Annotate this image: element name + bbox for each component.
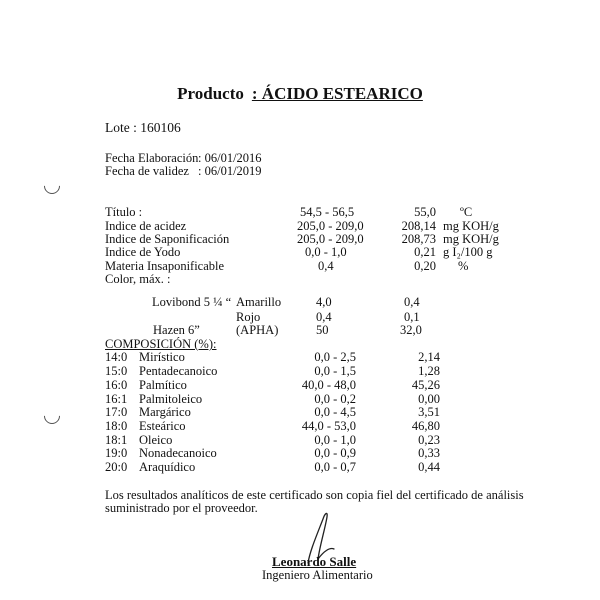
apha-value: 32,0: [400, 323, 422, 337]
fatty-acid-name: Nonadecanoico: [139, 446, 217, 460]
lovibond-label: Lovibond 5 ¼ “: [152, 295, 232, 309]
fatty-acid-value: 3,51: [418, 405, 440, 419]
amarillo-label: Amarillo: [236, 295, 282, 309]
fatty-acid-range: 0,0 - 4,5: [314, 405, 356, 419]
property-name: Indice de Saponificación: [105, 232, 230, 246]
fecha-validez-label: Fecha de validez: [105, 164, 189, 178]
property-name: Materia Insaponificable: [105, 259, 225, 273]
fatty-acid-value: 0,33: [418, 446, 440, 460]
fatty-acid-name: Araquídico: [139, 460, 196, 474]
fatty-acid-code: 19:0: [105, 446, 128, 460]
property-range: 0,0 - 1,0: [305, 245, 347, 259]
fatty-acid-range: 40,0 - 48,0: [301, 378, 356, 392]
fatty-acid-name: Mirístico: [139, 350, 185, 364]
product-label: Producto: [177, 84, 244, 103]
property-value: 55,0: [414, 205, 436, 219]
fatty-acid-range: 0,0 - 0,7: [314, 460, 356, 474]
rojo-value: 0,1: [404, 310, 420, 324]
property-unit: %: [458, 259, 469, 273]
fatty-acid-range: 0,0 - 2,5: [314, 350, 356, 364]
fatty-acid-code: 18:1: [105, 433, 128, 447]
fatty-acid-value: 0,44: [418, 460, 440, 474]
lote-number: Lote : 160106: [105, 120, 181, 135]
property-name: Indice de acidez: [105, 219, 187, 233]
signer-name: Leonardo Salle: [272, 554, 357, 569]
property-name: Indice de Yodo: [105, 245, 181, 259]
fatty-acid-name: Oleico: [139, 433, 173, 447]
punch-hole-mark: [41, 175, 64, 198]
rojo-label: Rojo: [236, 310, 261, 324]
property-name: Color, máx. :: [105, 272, 171, 286]
fatty-acid-name: Esteárico: [139, 419, 186, 433]
fatty-acid-value: 2,14: [418, 350, 440, 364]
fatty-acid-range: 0,0 - 0,2: [314, 392, 356, 406]
fatty-acid-value: 0,23: [418, 433, 440, 447]
property-range: 205,0 - 209,0: [297, 232, 364, 246]
property-unit: mg KOH/g: [443, 219, 499, 233]
certificate-note-line: Los resultados analíticos de este certificado son copia fiel del certificado de análisis: [105, 488, 524, 502]
certificate-note-line: suministrado por el proveedor.: [105, 501, 258, 515]
fatty-acid-value: 1,28: [418, 364, 440, 378]
fecha-validez-value: : 06/01/2019: [198, 164, 262, 178]
apha-spec: 50: [316, 323, 329, 337]
fatty-acid-name: Palmitoleico: [139, 392, 203, 406]
property-range: 205,0 - 209,0: [297, 219, 364, 233]
signer-title: Ingeniero Alimentario: [262, 568, 373, 582]
property-value: 208,73: [401, 232, 436, 246]
property-name: Título :: [105, 205, 143, 219]
page-title: [0, 84, 600, 104]
property-unit: mg KOH/g: [443, 232, 499, 246]
fatty-acid-code: 16:1: [105, 392, 128, 406]
fatty-acid-name: Pentadecanoico: [139, 364, 218, 378]
property-unit: ºC: [460, 205, 473, 219]
fatty-acid-name: Palmítico: [139, 378, 187, 392]
hazen-label: Hazen 6”: [153, 323, 200, 337]
product-name: : ÁCIDO ESTEARICO: [251, 84, 423, 103]
amarillo-spec: 4,0: [316, 295, 332, 309]
fatty-acid-code: 16:0: [105, 378, 128, 392]
punch-hole-mark: [41, 405, 64, 428]
property-value: 208,14: [401, 219, 436, 233]
fatty-acid-range: 44,0 - 53,0: [301, 419, 356, 433]
fatty-acid-code: 18:0: [105, 419, 128, 433]
rojo-spec: 0,4: [316, 310, 332, 324]
fecha-elaboracion-value: : 06/01/2016: [198, 151, 262, 165]
fatty-acid-value: 45,26: [411, 378, 440, 392]
composition-heading: COMPOSICIÓN (%):: [105, 337, 217, 351]
fatty-acid-name: Margárico: [139, 405, 191, 419]
property-range: 54,5 - 56,5: [300, 205, 355, 219]
fatty-acid-range: 0,0 - 1,5: [314, 364, 356, 378]
fatty-acid-code: 20:0: [105, 460, 128, 474]
fatty-acid-value: 0,00: [418, 392, 440, 406]
fatty-acid-code: 15:0: [105, 364, 128, 378]
fatty-acid-code: 17:0: [105, 405, 128, 419]
property-unit: g I₂/100 g: [443, 245, 493, 259]
apha-label: (APHA): [236, 323, 279, 337]
fatty-acid-code: 14:0: [105, 350, 128, 364]
fatty-acid-range: 0,0 - 1,0: [314, 433, 356, 447]
fatty-acid-range: 0,0 - 0,9: [314, 446, 356, 460]
property-range: 0,4: [318, 259, 334, 273]
amarillo-value: 0,4: [404, 295, 420, 309]
property-value: 0,20: [414, 259, 436, 273]
property-value: 0,21: [414, 245, 436, 259]
fatty-acid-value: 46,80: [411, 419, 440, 433]
fecha-elaboracion-label: Fecha Elaboración: [105, 151, 199, 165]
